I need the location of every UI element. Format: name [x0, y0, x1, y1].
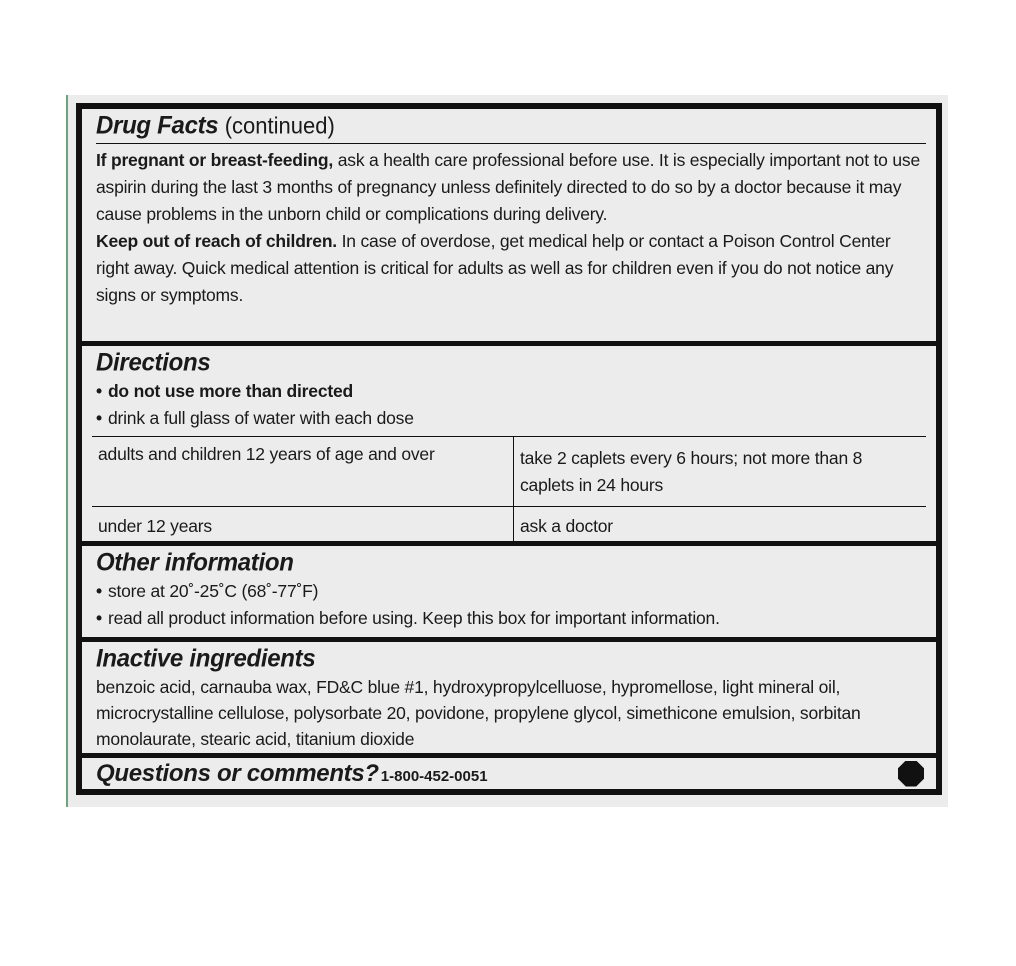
inactive-ingredients-title: Inactive ingredients	[96, 644, 316, 673]
list-item: • store at 20˚-25˚C (68˚-77˚F)	[96, 578, 926, 605]
directions-bullets	[96, 378, 926, 432]
drug-facts-continued: (continued)	[224, 112, 335, 139]
dosage-instruction: ask a doctor	[514, 507, 927, 547]
questions-heading: Questions or comments?	[96, 759, 379, 787]
drug-facts-heading: Drug Facts	[96, 111, 219, 140]
dosage-group: adults and children 12 years of age and over	[92, 437, 514, 507]
title-divider	[96, 143, 926, 144]
inactive-ingredients-text: benzoic acid, carnauba wax, FD&C blue #1, hydroxypropylcelluose, hypromellose, light mineral oil, microcrystalline cellulose, polysorbate 20, povidone, propylene glycol, simethicone emulsion, sorbitan monolaurate, stearic acid, titanium dioxide	[96, 677, 861, 749]
phone-number: 1-800-452-0051	[380, 767, 488, 785]
pregnancy-lead: If pregnant or breast-feeding,	[96, 150, 334, 170]
list-item: • read all product information before using. Keep this box for important information.	[96, 605, 926, 632]
drug-facts-section	[82, 109, 936, 346]
children-warning	[96, 228, 926, 309]
inactive-ingredients-section	[82, 642, 936, 758]
other-information-section	[82, 546, 936, 642]
drug-facts-title	[96, 110, 926, 142]
children-lead: Keep out of reach of children.	[96, 231, 337, 251]
directions-title: Directions	[96, 348, 211, 377]
dosage-instruction: take 2 caplets every 6 hours; not more than 8 caplets in 24 hours	[514, 437, 927, 507]
dosage-group: under 12 years	[92, 507, 514, 547]
table-row	[92, 437, 926, 507]
other-information-bullets	[96, 578, 926, 632]
questions-section	[82, 758, 936, 789]
dosage-table	[92, 436, 926, 546]
list-item: • drink a full glass of water with each dose	[96, 405, 926, 432]
other-information-title: Other information	[96, 548, 294, 577]
pregnancy-text: ask a health care professional before use. It is especially important not to use aspirin during the last 3 months of pregnancy unless definitely directed to do so by a doctor because it may cause problems in the unborn child or complications during delivery.	[96, 150, 920, 224]
questions-title	[96, 760, 488, 788]
pregnancy-warning	[96, 147, 926, 228]
children-text: In case of overdose, get medical help or contact a Poison Control Center right away. Quick medical attention is critical for adults as well as for children even if you do not notice any signs or symptoms.	[96, 231, 894, 305]
directions-section	[82, 346, 936, 546]
table-row	[92, 507, 926, 547]
octagon-dot-icon	[898, 761, 924, 787]
list-item: • do not use more than directed	[96, 378, 926, 405]
drug-facts-label	[76, 103, 942, 795]
